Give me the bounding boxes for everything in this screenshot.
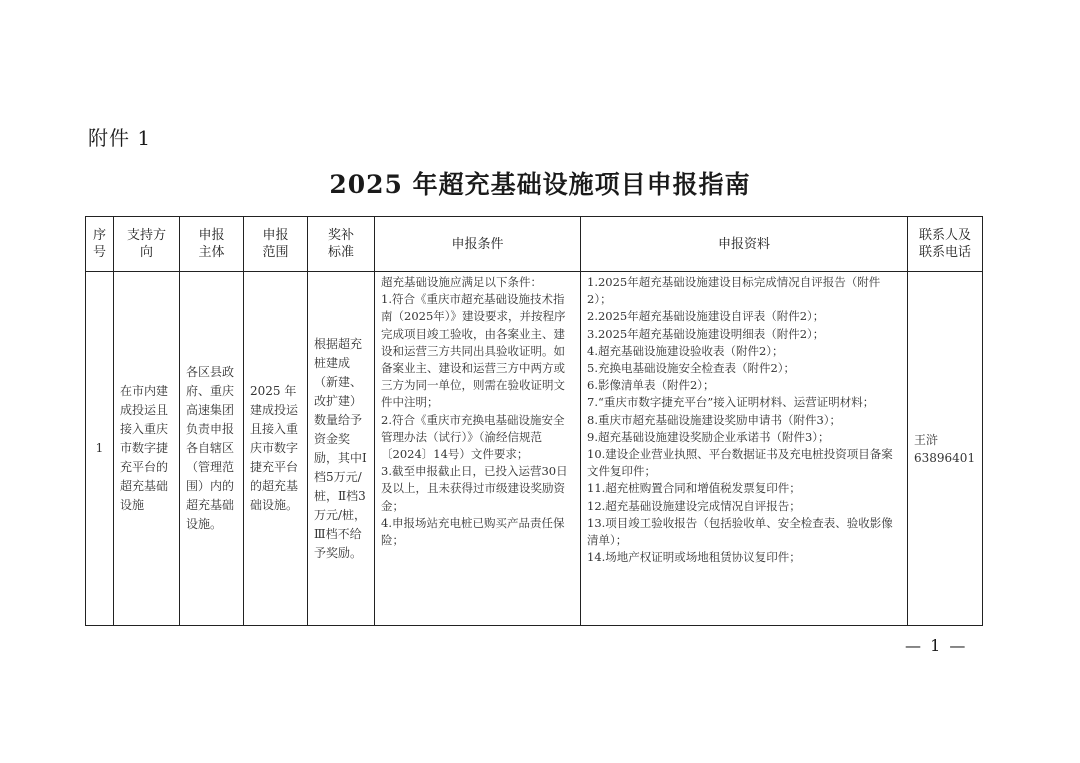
material-item: 10.建设企业营业执照、平台数据证书及充电桩投资项目备案文件复印件； xyxy=(587,447,893,479)
material-item: 9.超充基础设施建设奖励企业承诺书（附件3）； xyxy=(587,429,830,444)
header-scope: 申报范围 xyxy=(244,217,308,272)
material-item: 3.2025年超充基础设施建设明细表（附件2）； xyxy=(587,326,825,341)
guide-table xyxy=(85,216,983,626)
cell-conditions xyxy=(375,272,581,626)
condition-item: 3.截至申报截止日，已投入运营30日及以上，且未获得过市级建设奖励资金； xyxy=(381,464,568,513)
material-item: 4.超充基础设施建设验收表（附件2）； xyxy=(587,343,784,358)
header-conditions: 申报条件 xyxy=(375,217,581,272)
cell-seq: 1 xyxy=(86,272,114,626)
cell-standard: 根据超充桩建成（新建、改扩建）数量给予资金奖励，其中Ⅰ档5万元/桩，Ⅱ档3万元/桩，Ⅲ档不给予奖励。 xyxy=(308,272,375,626)
page-number: — 1 — xyxy=(905,636,968,655)
material-item: 5.充换电基础设施安全检查表（附件2）； xyxy=(587,361,796,376)
cell-materials xyxy=(581,272,908,626)
material-item: 14.场地产权证明或场地租赁协议复印件； xyxy=(587,550,801,565)
condition-item: 2.符合《重庆市充换电基础设施安全管理办法（试行）》（渝经信规范〔2024〕14号）文件要求； xyxy=(381,412,565,462)
table-header-row xyxy=(86,217,983,272)
cell-direction: 在市内建成投运且接入重庆市数字捷充平台的超充基础设施 xyxy=(114,272,180,626)
table-row xyxy=(86,272,983,626)
condition-item: 1.符合《重庆市超充基础设施技术指南（2025年）》建设要求，并按程序完成项目竣工验收，由各案业主、建设和运营三方共同出具验收证明。如备案业主、建设和运营三方中两方或三方为同一单位，则需在验收证明文件中注明； xyxy=(381,292,566,410)
material-item: 2.2025年超充基础设施建设自评表（附件2）； xyxy=(587,309,825,324)
header-direction: 支持方向 xyxy=(114,217,180,272)
header-materials: 申报资料 xyxy=(581,217,908,272)
header-seq: 序号 xyxy=(86,217,114,272)
condition-item: 4.申报场站充电桩已购买产品责任保险； xyxy=(381,515,565,548)
header-standard: 奖补标准 xyxy=(308,217,375,272)
contact-phone: 63896401 xyxy=(914,450,976,465)
cell-applicant: 各区县政府、重庆高速集团负责申报各自辖区（管理范围）内的超充基础设施。 xyxy=(180,272,244,626)
material-item: 11.超充桩购置合同和增值税发票复印件； xyxy=(587,481,801,496)
material-item: 13.项目竣工验收报告（包括验收单、安全检查表、验收影像清单）； xyxy=(587,515,893,548)
material-item: 7.“重庆市数字捷充平台”接入证明材料、运营证明材料； xyxy=(587,395,875,410)
contact-name: 王浒 xyxy=(914,432,939,447)
document-title: 2025 年超充基础设施项目申报指南 xyxy=(329,170,751,199)
condition-item: 超充基础设施应满足以下条件： xyxy=(381,275,542,289)
material-item: 1.2025年超充基础设施建设目标完成情况自评报告（附件2）； xyxy=(587,275,881,307)
attachment-label: 附件 1 xyxy=(88,126,152,150)
material-item: 12.超充基础设施建设完成情况自评报告； xyxy=(587,498,801,513)
cell-scope: 2025 年建成投运且接入重庆市数字捷充平台的超充基础设施。 xyxy=(244,272,308,626)
header-applicant: 申报主体 xyxy=(180,217,244,272)
cell-contact xyxy=(908,272,983,626)
material-item: 8.重庆市超充基础设施建设奖励申请书（附件3）； xyxy=(587,412,842,427)
material-item: 6.影像清单表（附件2）； xyxy=(587,378,715,393)
header-contact: 联系人及联系电话 xyxy=(908,217,983,272)
